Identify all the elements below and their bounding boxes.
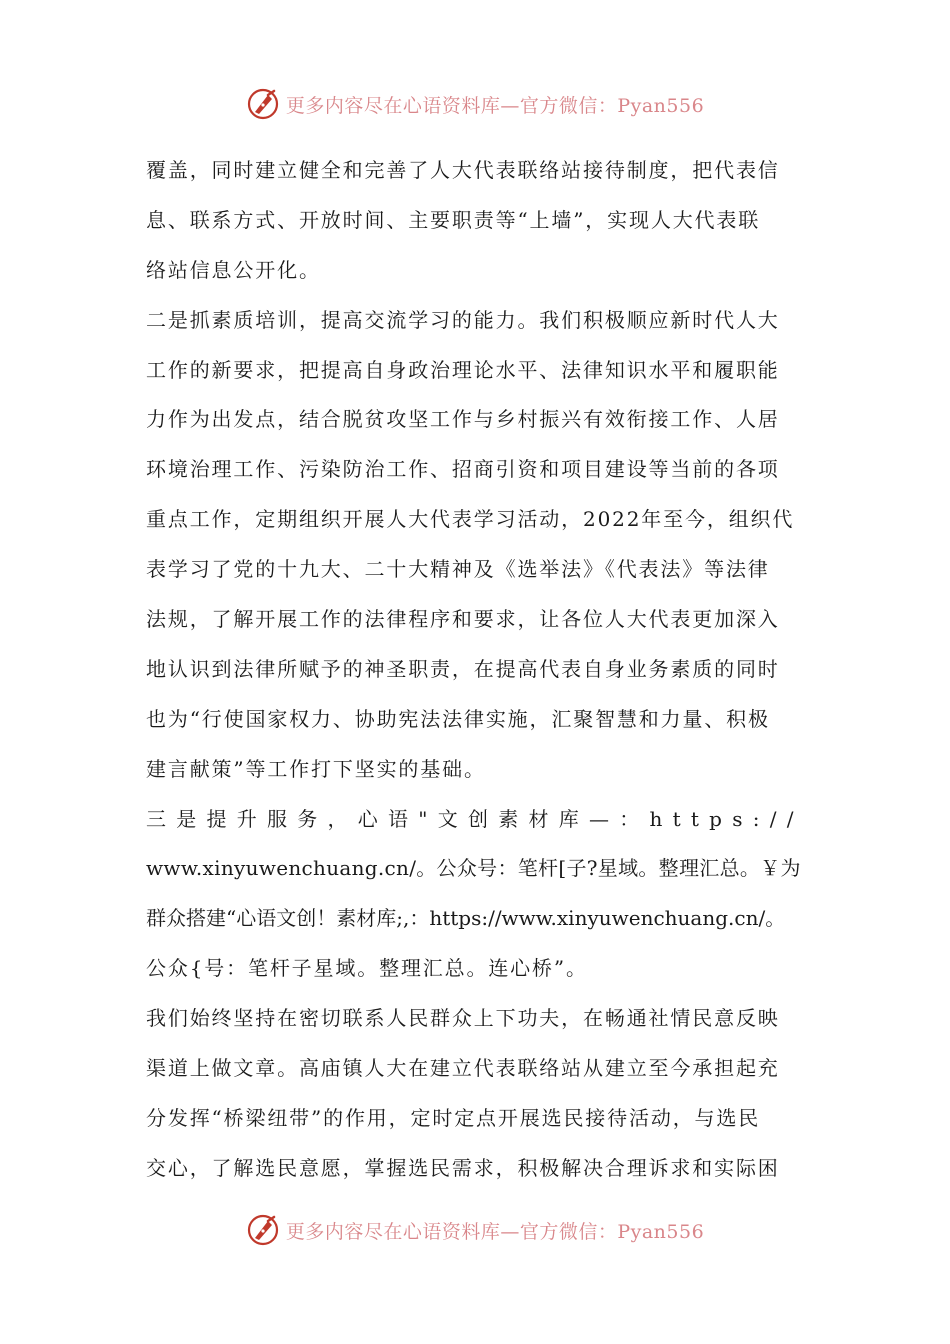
text-line: www.xinyuwenchuang.cn/。公众号：笔杆[子?星域。整理汇总。￥为	[146, 856, 801, 881]
header-banner	[0, 82, 950, 126]
text-line: 表学习了党的十九大、二十大精神及《选举法》《代表法》等法律	[146, 557, 770, 582]
text-line: 息、联系方式、开放时间、主要职责等“上墙”，实现人大代表联	[146, 207, 761, 232]
fountain-pen-nib-icon	[246, 87, 280, 121]
footer-banner-text: 更多内容尽在心语资料库—官方微信：Pyan556	[285, 1220, 705, 1243]
paragraph	[146, 296, 806, 795]
fountain-pen-nib-icon	[246, 1213, 280, 1247]
text-line: 三是提升服务，心语"文创素材库—：https://	[146, 806, 804, 831]
paragraph	[146, 994, 806, 1194]
text-line: 力作为出发点，结合脱贫攻坚工作与乡村振兴有效衔接工作、人居	[146, 407, 780, 432]
text-line: 我们始终坚持在密切联系人民群众上下功夫，在畅通社情民意反映	[146, 1006, 780, 1031]
text-line: 渠道上做文章。高庙镇人大在建立代表联络站从建立至今承担起充	[146, 1056, 780, 1081]
footer-banner	[0, 1208, 950, 1252]
text-line: 也为“行使国家权力、协助宪法法律实施，汇聚智慧和力量、积极	[146, 706, 770, 731]
text-line: 交心，了解选民意愿，掌握选民需求，积极解决合理诉求和实际困	[146, 1155, 780, 1180]
text-line: 环境治理工作、污染防治工作、招商引资和项目建设等当前的各项	[146, 457, 780, 482]
text-line: 重点工作，定期组织开展人大代表学习活动，2022年至今，组织代	[146, 507, 795, 532]
text-line: 工作的新要求，把提高自身政治理论水平、法律知识水平和履职能	[146, 357, 780, 382]
document-body	[146, 146, 806, 1194]
text-line: 二是抓素质培训，提高交流学习的能力。我们积极顺应新时代人大	[146, 307, 780, 332]
paragraph	[146, 795, 806, 995]
header-banner-text: 更多内容尽在心语资料库—官方微信：Pyan556	[285, 94, 705, 117]
text-line: 法规，了解开展工作的法律程序和要求，让各位人大代表更加深入	[146, 607, 780, 632]
text-line: 地认识到法律所赋予的神圣职责，在提高代表自身业务素质的同时	[146, 656, 780, 681]
text-line: 公众{号：笔杆子星域。整理汇总。连心桥”。	[146, 956, 588, 981]
text-line: 覆盖，同时建立健全和完善了人大代表联络站接待制度，把代表信	[146, 158, 780, 182]
text-line: 络站信息公开化。	[146, 257, 321, 282]
text-line: 群众搭建“心语文创！素材库;,：https://www.xinyuwenchuang.cn/。	[146, 906, 786, 931]
paragraph	[146, 146, 806, 296]
text-line: 建言献策”等工作打下坚实的基础。	[146, 756, 486, 781]
text-line: 分发挥“桥梁纽带”的作用，定时定点开展选民接待活动，与选民	[146, 1105, 761, 1130]
